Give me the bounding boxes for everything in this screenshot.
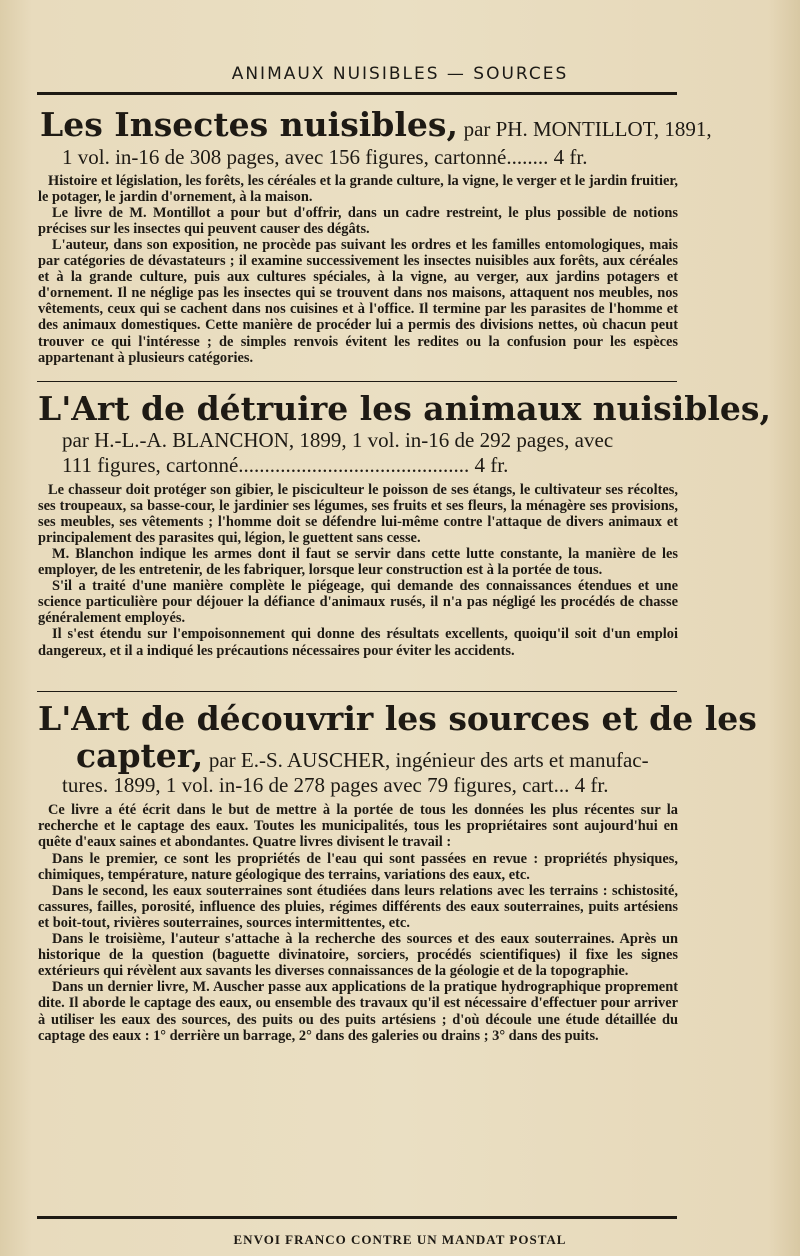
entry-sources: [38, 699, 757, 1044]
publication-line: 111 figures, cartonné............................................ 4 fr.: [62, 452, 509, 477]
footer-note: ENVOI FRANCO CONTRE UN MANDAT POSTAL: [233, 1232, 567, 1247]
paragraph: Il s'est étendu sur l'empoisonnement qui donne des résultats excellents, quoiqu'il soit d'un emploi dangereux, et il a indiqué les précautions nécessaires pour éviter les accidents.: [38, 626, 678, 659]
entry-animaux-nuisibles: [38, 389, 771, 659]
paragraph: Dans le troisième, l'auteur s'attache à la recherche des sources et des eaux souterraines. Après un historique de la question (baguette divinatoire, sorciers, procédés scientifiques) il fixe les signes extérieurs qui révèlent aux savants les diverses connaissances de la géologie et de la topographie.: [38, 931, 678, 980]
title-author: par E.-S. AUSCHER, ingénieur des arts et manufac-: [208, 747, 649, 772]
publication-line: 1 vol. in-16 de 308 pages, avec 156 figures, cartonné........ 4 fr.: [62, 144, 588, 169]
title-author: par PH. MONTILLOT, 1891,: [463, 117, 712, 141]
paragraph: Dans un dernier livre, M. Auscher passe aux applications de la pratique hydrographique proprement dite. Il aborde le captage des eaux, ou ensemble des travaux qu'il est nécessaire d'effectuer pour arriver à utiliser les eaux des sources, des puits ou des puits artésiens ; d'où découle une étude détaillée du captage des eaux : 1° derrière un barrage, 2° dans des galeries ou drains ; 3° dans des puits.: [38, 979, 678, 1044]
paragraph: Le livre de M. Montillot a pour but d'offrir, dans un cadre restreint, le plus possible de notions précises sur les insectes qui peuvent causer des dégâts.: [38, 204, 678, 237]
header-rule: [37, 92, 677, 95]
title-main-continued: capter,: [76, 735, 204, 775]
paragraph: Le chasseur doit protéger son gibier, le pisciculteur le poisson de ses étangs, le cultivateur ses récoltes, ses troupeaux, sa basse-cour, le jardinier ses légumes, ses fruits et ses fleurs, la ménagère ses provisions, ses meubles, ses vêtements ; l'homme doit se défendre lui-même contre l'attaque de divers animaux et principalement des parasites qui, légion, le guettent sans cesse.: [38, 481, 678, 546]
paragraph: Ce livre a été écrit dans le but de mettre à la portée de tous les données les plus récentes sur la recherche et le captage des eaux. Toutes les municipalités, tous les propriétaires sont aujourd'hui en quête d'eaux saines et abondantes. Quatre livres divisent le travail :: [38, 802, 678, 851]
paragraph: L'auteur, dans son exposition, ne procède pas suivant les ordres et les familles entomologiques, mais par catégories de dévastateurs ; il examine successivement les insectes nuisibles aux forêts, aux céréales et à la grande culture, puis aux cultures spéciales, à la vigne, au verger, aux jardins potagers et d'ornement. Il ne néglige pas les insectes qui se trouvent dans nos maisons, attaquent nos meubles, nos vêtements, ceux qui se cachent dans nos cuisines et à l'office. Il termine par les parasites de l'homme et des animaux domestiques. Cette manière de procéder lui a permis des divisions nettes, où chacun peut trouver ce qui l'intéresse ; de simples renvois évitent les redites ou la confusion pour les espèces appartenant à plusieurs catégories.: [38, 237, 678, 366]
entry-body: [38, 173, 678, 366]
title-main: L'Art de découvrir les sources et de les: [38, 699, 757, 738]
entry-title: [40, 105, 712, 144]
section-rule: [37, 691, 677, 692]
title-continued: [76, 735, 678, 775]
paragraph: S'il a traité d'une manière complète le piégeage, qui demande des connaissances étendues et une science particulière pour déjouer la défiance d'animaux rusés, il n'a pas négligé les procédés de chasse généralement employés.: [38, 578, 678, 627]
publication-line: tures. 1899, 1 vol. in-16 de 278 pages avec 79 figures, cart... 4 fr.: [62, 773, 609, 798]
paragraph: Dans le premier, ce sont les propriétés de l'eau qui sont passées en revue : propriétés physiques, chimiques, température, nature géologique des terrains, variations des eaux, etc.: [38, 850, 678, 883]
entry-body: [38, 482, 678, 659]
paragraph: Dans le second, les eaux souterraines sont étudiées dans leurs relations avec les terrains : schistosité, cassures, failles, porosité, influence des pluies, régimes différents des eaux souterraines, puits artésiens et boit-tout, rivières souterraines, sources intermittentes, etc.: [38, 882, 678, 931]
section-rule: [37, 381, 677, 382]
running-header: ANIMAUX NUISIBLES — SOURCES: [231, 64, 569, 84]
title-main: L'Art de détruire les animaux nuisibles,: [38, 389, 771, 428]
entry-body: [38, 802, 678, 1043]
footer-rule: [37, 1216, 677, 1219]
entry-insectes: [38, 105, 712, 366]
paragraph: M. Blanchon indique les armes dont il faut se servir dans cette lutte constante, la manière de les employer, de les entretenir, de les fabriquer, lorsque leur construction est à la portée de tous.: [38, 546, 678, 579]
title-main: Les Insectes nuisibles,: [40, 105, 458, 144]
publication-line: par H.-L.-A. BLANCHON, 1899, 1 vol. in-16 de 292 pages, avec: [62, 427, 614, 452]
paragraph: Histoire et législation, les forêts, les céréales et la grande culture, la vigne, le verger et le jardin fruitier, le potager, le jardin d'ornement, à la maison.: [38, 172, 678, 205]
